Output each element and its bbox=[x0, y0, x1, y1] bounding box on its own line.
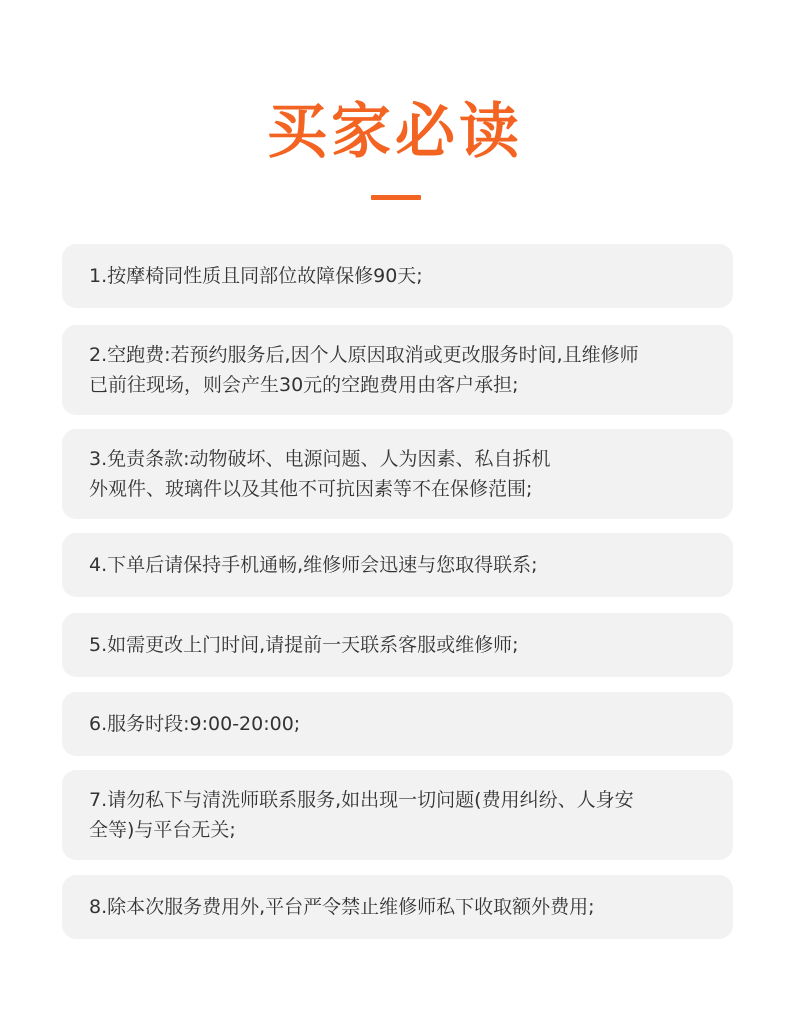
notice-item-text: 7.请勿私下与清洗师联系服务,如出现一切问题(费用纠纷、人身安 全等)与平台无关; bbox=[89, 789, 634, 841]
notice-item-8 bbox=[62, 875, 733, 939]
notice-item-text: 8.除本次服务费用外,平台严令禁止维修师私下收取额外费用; bbox=[89, 896, 595, 918]
title-divider bbox=[371, 195, 421, 200]
notice-item-7 bbox=[62, 770, 733, 860]
notice-item-2 bbox=[62, 325, 733, 415]
notice-item-1 bbox=[62, 244, 733, 308]
notice-item-5 bbox=[62, 613, 733, 677]
notice-item-text: 3.免责条款:动物破坏、电源问题、人为因素、私自拆机 外观件、玻璃件以及其他不可抗因素等不在保修范围; bbox=[89, 448, 551, 500]
notice-item-4 bbox=[62, 533, 733, 597]
notice-item-6 bbox=[62, 692, 733, 756]
notice-item-text: 5.如需更改上门时间,请提前一天联系客服或维修师; bbox=[89, 634, 519, 656]
notice-item-text: 4.下单后请保持手机通畅,维修师会迅速与您取得联系; bbox=[89, 554, 538, 576]
page-title: 买家必读 bbox=[267, 97, 523, 167]
notice-item-text: 2.空跑费:若预约服务后,因个人原因取消或更改服务时间,且维修师 已前往现场，则会产生30元的空跑费用由客户承担; bbox=[89, 344, 639, 396]
notice-item-text: 6.服务时段:9:00-20:00; bbox=[89, 713, 301, 735]
notice-item-3 bbox=[62, 429, 733, 519]
notice-item-text: 1.按摩椅同性质且同部位故障保修90天; bbox=[89, 265, 423, 287]
